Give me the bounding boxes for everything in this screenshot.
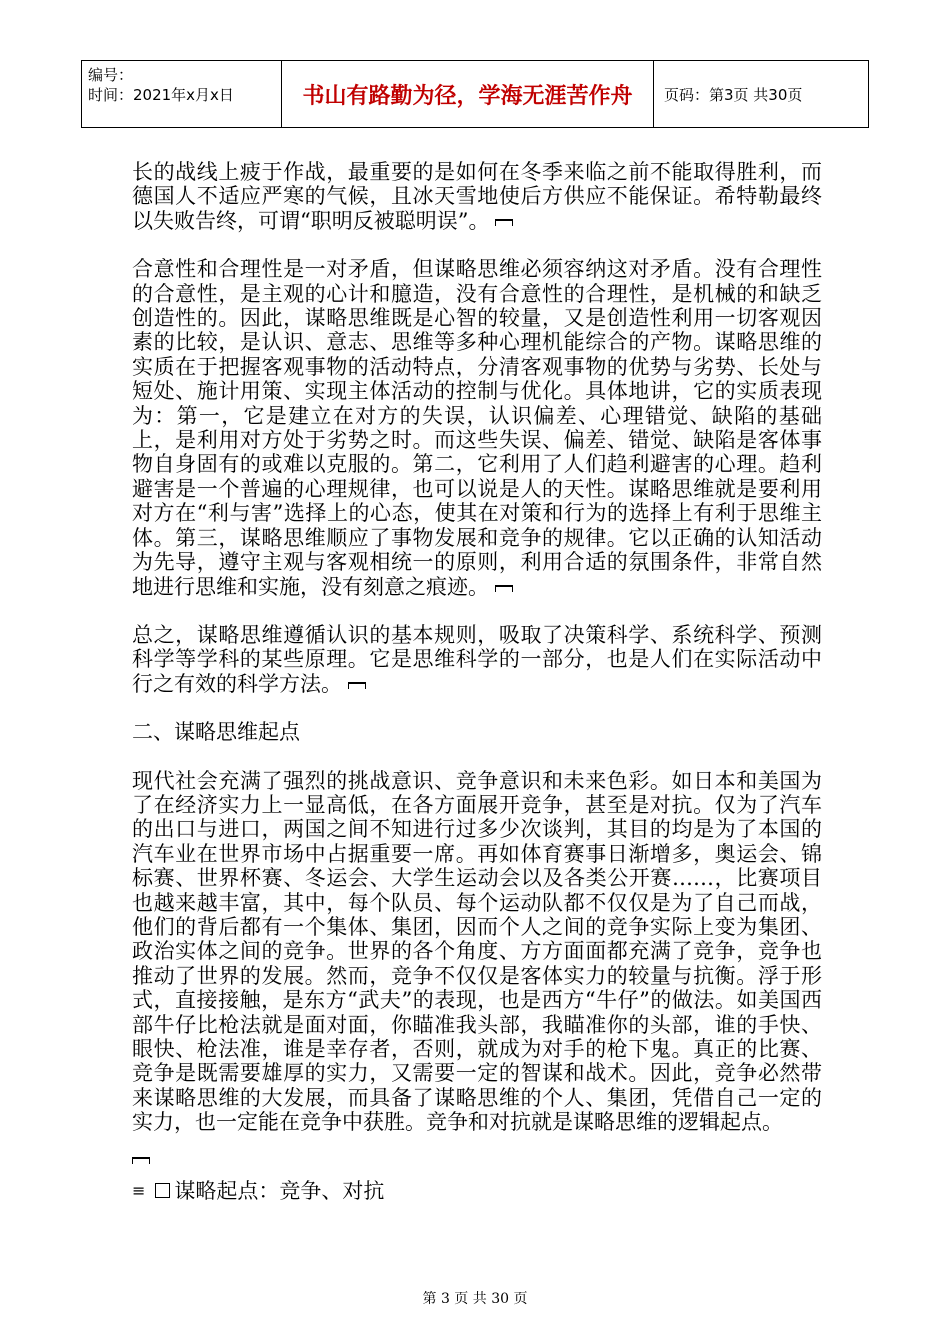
paragraph [132,769,822,1135]
paragraph [132,257,822,599]
list-symbol-icon: ≡ [132,1180,146,1200]
paragraph-text: 长的战线上疲于作战，最重要的是如何在冬季来临之前不能取得胜利，而德国人不适应严寒的气候，且冰天雪地使后方供应不能保证。希特勒最终以失败告终，可谓“职明反被聪明误”。 [132,160,822,233]
number-label: 编号： [88,66,134,84]
paragraph-mark-line [132,1147,822,1169]
paragraph-mark-icon [348,682,366,689]
paragraph [132,160,822,233]
document-body [132,160,822,1203]
subheading-text: 谋略起点：竞争、对抗 [174,1178,385,1203]
checkbox-icon [155,1183,170,1198]
paragraph [132,623,822,696]
section-heading-text: 二、谋略思维起点 [132,720,300,745]
header-motto: 书山有路勤为径，学海无涯苦作舟 [282,61,654,127]
header-page-info: 页码：第3页 共30页 [664,85,803,104]
page-footer: 第 3 页 共 30 页 [422,1291,528,1307]
section-heading [132,720,822,744]
paragraph-text: 现代社会充满了强烈的挑战意识、竞争意识和未来色彩。如日本和美国为了在经济实力上一显高低，在各方面展开竞争，甚至是对抗。仅为了汽车的出口与进口，两国之间不知进行过多少次谈判，其目的均是为了本国的汽车业在世界市场中占据重要一席。再如体育赛事日渐增多，奥运会、锦标赛、世界杯赛、冬运会、大学生运动会以及各类公开赛……，比赛项目也越来越丰富，其中，每个队员、每个运动队都不仅仅是为了自己而战，他们的背后都有一个集体、集团，因而个人之间的竞争实际上变为集团、政治实体之间的竞争。世界的各个角度、方方面面都充满了竞争，竞争也推动了世界的发展。然而，竞争不仅仅是客体实力的较量与抗衡。浮于形式，直接接触，是东方“武夫”的表现，也是西方“牛仔”的做法。如美国西部牛仔比枪法就是面对面，你瞄准我头部，我瞄准你的头部，谁的手快、眼快、枪法准，谁是幸存者，否则，就成为对手的枪下鬼。真正的比赛、竞争是既需要雄厚的实力，又需要一定的智谋和战术。因此，竞争必然带来谋略思维的大发展，而具备了谋略思维的个人、集团，凭借自己一定的实力，也一定能在竞争中获胜。竞争和对抗就是谋略思维的逻辑起点。 [132,768,822,1135]
page-header [81,60,869,128]
paragraph-text: 合意性和合理性是一对矛盾，但谋略思维必须容纳这对矛盾。没有合理性的合意性，是主观的心计和臆造，没有合意性的合理性，是机械的和缺乏创造性的。因此，谋略思维既是心智的较量，又是创造性利用一切客观因素的比较，是认识、意志、思维等多种心理机能综合的产物。谋略思维的实质在于把握客观事物的活动特点，分清客观事物的优势与劣势、长处与短处、施计用策、实现主体活动的控制与优化。具体地讲，它的实质表现为：第一，它是建立在对方的失误，认识偏差、心理错觉、缺陷的基础上，是利用对方处于劣势之时。而这些失误、偏差、错觉、缺陷是客体事物自身固有的或难以克服的。第二，它利用了人们趋利避害的心理。趋利避害是一个普遍的心理规律，也可以说是人的天性。谋略思维就是要利用对方在“利与害”选择上的心态，使其在对策和行为的选择上有利于思维主体。第三，谋略思维顺应了事物发展和竞争的规律。它以正确的认知活动为先导，遵守主观与客观相统一的原则，利用合适的氛围条件，非常自然地进行思维和实施，没有刻意之痕迹。 [132,257,822,599]
subheading [132,1179,822,1203]
paragraph-text: 总之，谋略思维遵循认识的基本规则，吸取了决策科学、系统科学、预测科学等学科的某些原理。它是思维科学的一部分，也是人们在实际活动中行之有效的科学方法。 [132,622,822,696]
time-label: 时间：2021年x月x日 [88,86,234,104]
paragraph-mark-icon [495,585,513,592]
paragraph-mark-icon [495,219,513,226]
paragraph-mark-icon [132,1157,150,1164]
header-meta [82,61,282,127]
